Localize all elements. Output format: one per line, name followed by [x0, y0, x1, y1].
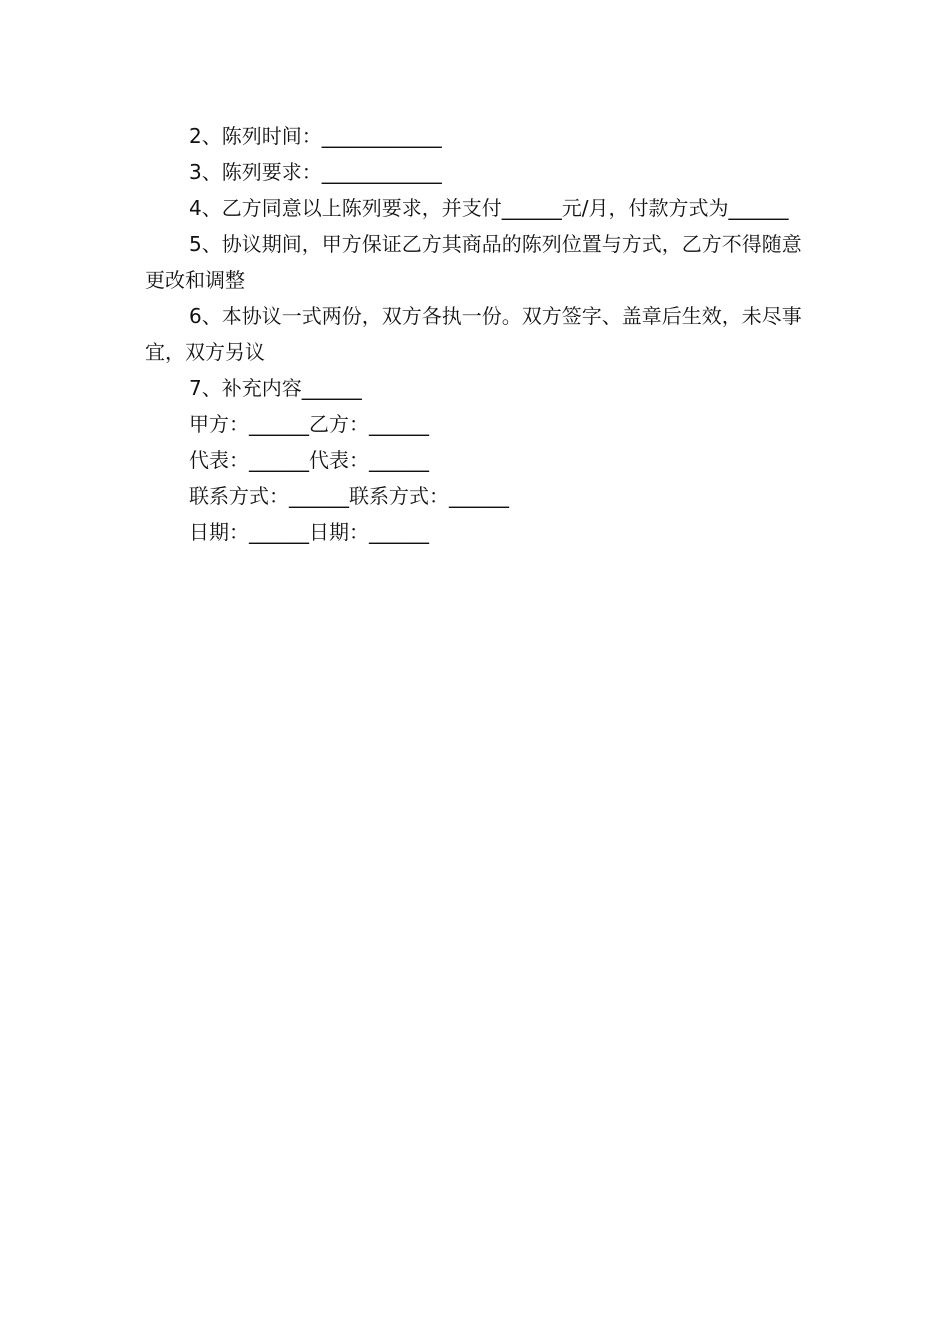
signature-dates: 日期：______日期：______: [189, 520, 429, 544]
signature-contacts: 联系方式：______联系方式：______: [189, 484, 509, 508]
signature-representatives: 代表：______代表：______: [189, 448, 429, 472]
clause-copies: 6、本协议一式两份，双方各执一份。双方签字、盖章后生效，未尽事宜，双方另议: [145, 304, 802, 364]
document-body: [145, 118, 810, 550]
clause-display-requirements: 3、陈列要求：____________: [189, 160, 442, 184]
clause-payment: 4、乙方同意以上陈列要求，并支付______元/月，付款方式为______: [189, 196, 789, 220]
clause-agreement-period: 5、协议期间，甲方保证乙方其商品的陈列位置与方式，乙方不得随意更改和调整: [145, 232, 802, 292]
clause-display-time: 2、陈列时间：____________: [189, 124, 442, 148]
clause-supplementary: 7、补充内容______: [189, 376, 362, 400]
signature-parties: 甲方：______乙方：______: [189, 412, 429, 436]
